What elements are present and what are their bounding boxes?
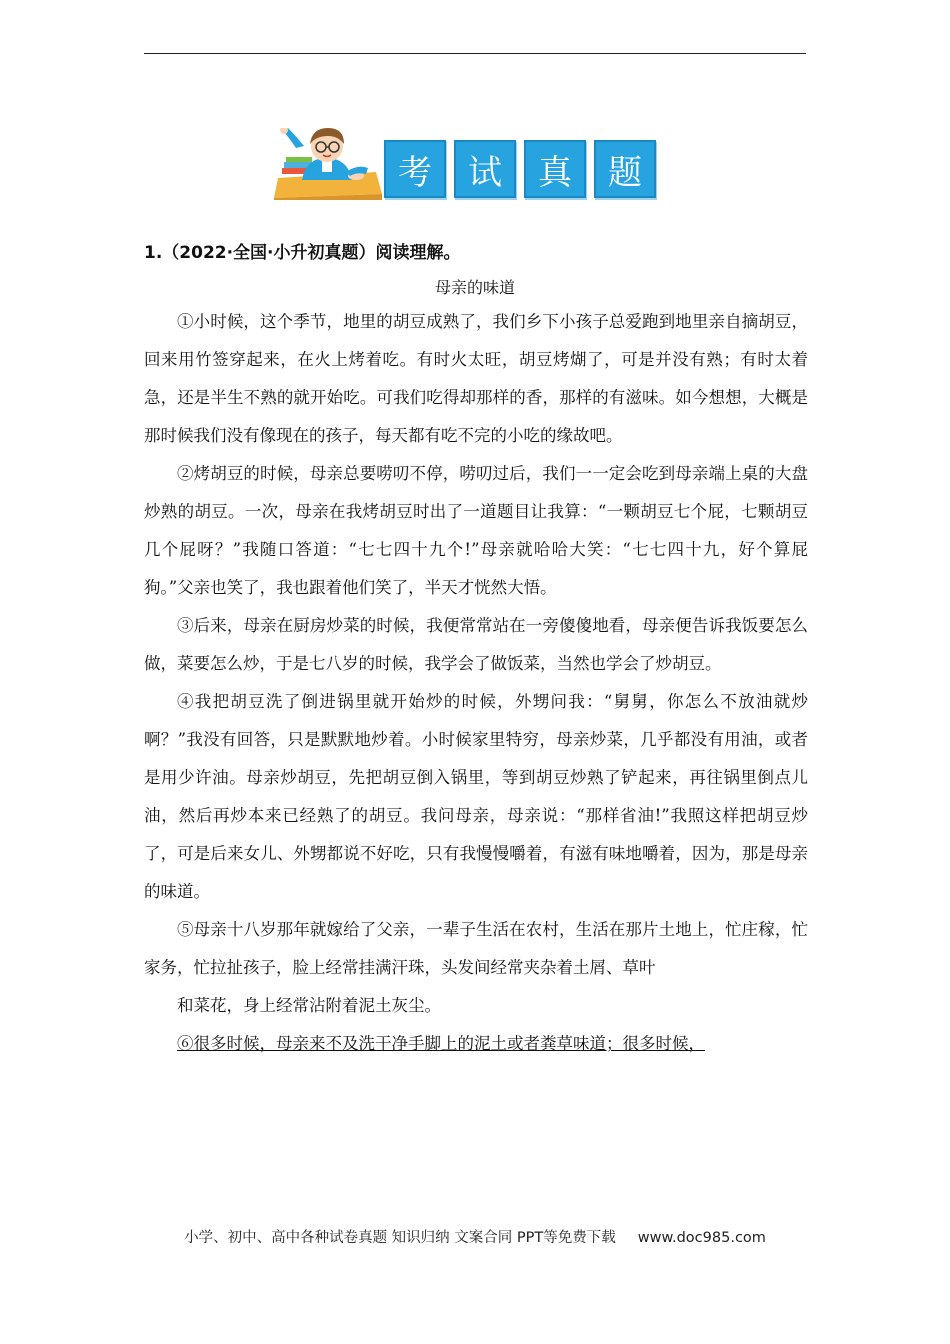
banner-tile: 真 <box>524 140 586 198</box>
question-title: 1.（2022·全国·小升初真题）阅读理解。 <box>144 243 461 263</box>
paragraph: ⑤母亲十八岁那年就嫁给了父亲，一辈子生活在农村，生活在那片土地上，忙庄稼，忙家务，忙拉扯孩子，脸上经常挂满汗珠，头发间经常夹杂着土屑、草叶 <box>144 920 808 977</box>
student-mascot-icon <box>272 128 384 200</box>
paragraph: 和菜花，身上经常沾附着泥土灰尘。 <box>177 996 441 1015</box>
paragraph: ②烤胡豆的时候，母亲总要唠叨不停，唠叨过后，我们一一定会吃到母亲端上桌的大盘炒熟的胡豆。一次，母亲在我烤胡豆时出了一道题目让我算：“一颗胡豆七个屁，七颗胡豆几个屁呀？”我随口答道：“七七四十九个!”母亲就哈哈大笑：“七七四十九，好个算屁狗。”父亲也笑了，我也跟着他们笑了，半天才恍然大悟。 <box>144 464 808 597</box>
footer-site-link[interactable]: www.doc985.com <box>637 1230 766 1246</box>
paragraph: ①小时候，这个季节，地里的胡豆成熟了，我们乡下小孩子总爱跑到地里亲自摘胡豆，回来用竹签穿起来，在火上烤着吃。有时火太旺，胡豆烤煳了，可是并没有熟；有时太着急，还是半生不熟的就开始吃。可我们吃得却那样的香，那样的有滋味。如今想想，大概是那时候我们没有像现在的孩子，每天都有吃不完的小吃的缘故吧。 <box>144 312 808 445</box>
banner-tile: 考 <box>384 140 446 198</box>
banner-tile: 试 <box>454 140 516 198</box>
paragraph: ③后来，母亲在厨房炒菜的时候，我便常常站在一旁傻傻地看，母亲便告诉我饭要怎么做，菜要怎么炒，于是七八岁的时候，我学会了做饭菜，当然也学会了炒胡豆。 <box>144 616 808 673</box>
header-rule <box>144 53 806 54</box>
paragraph-underlined: ⑥很多时候，母亲来不及洗干净手脚上的泥土或者粪草味道；很多时候， <box>177 1034 705 1053</box>
banner-tile: 题 <box>594 140 656 198</box>
paragraph: ④我把胡豆洗了倒进锅里就开始炒的时候，外甥问我：“舅舅，你怎么不放油就炒啊？”我没有回答，只是默默地炒着。小时候家里特穷，母亲炒菜，几乎都没有用油，或者是用少许油。母亲炒胡豆，先把胡豆倒入锅里，等到胡豆炒熟了铲起来，再往锅里倒点儿油，然后再炒本来已经熟了的胡豆。我问母亲，母亲说：“那样省油!”我照这样把胡豆炒了，可是后来女儿、外甥都说不好吃，只有我慢慢嚼着，有滋有味地嚼着，因为，那是母亲的味道。 <box>144 692 808 901</box>
passage-title: 母亲的味道 <box>434 278 515 297</box>
footer-text: 小学、初中、高中各种试卷真题 知识归纳 文案合同 PPT等免费下载 <box>184 1230 616 1246</box>
exam-banner <box>272 128 692 204</box>
footer <box>0 1226 950 1247</box>
passage-body <box>144 303 808 1063</box>
